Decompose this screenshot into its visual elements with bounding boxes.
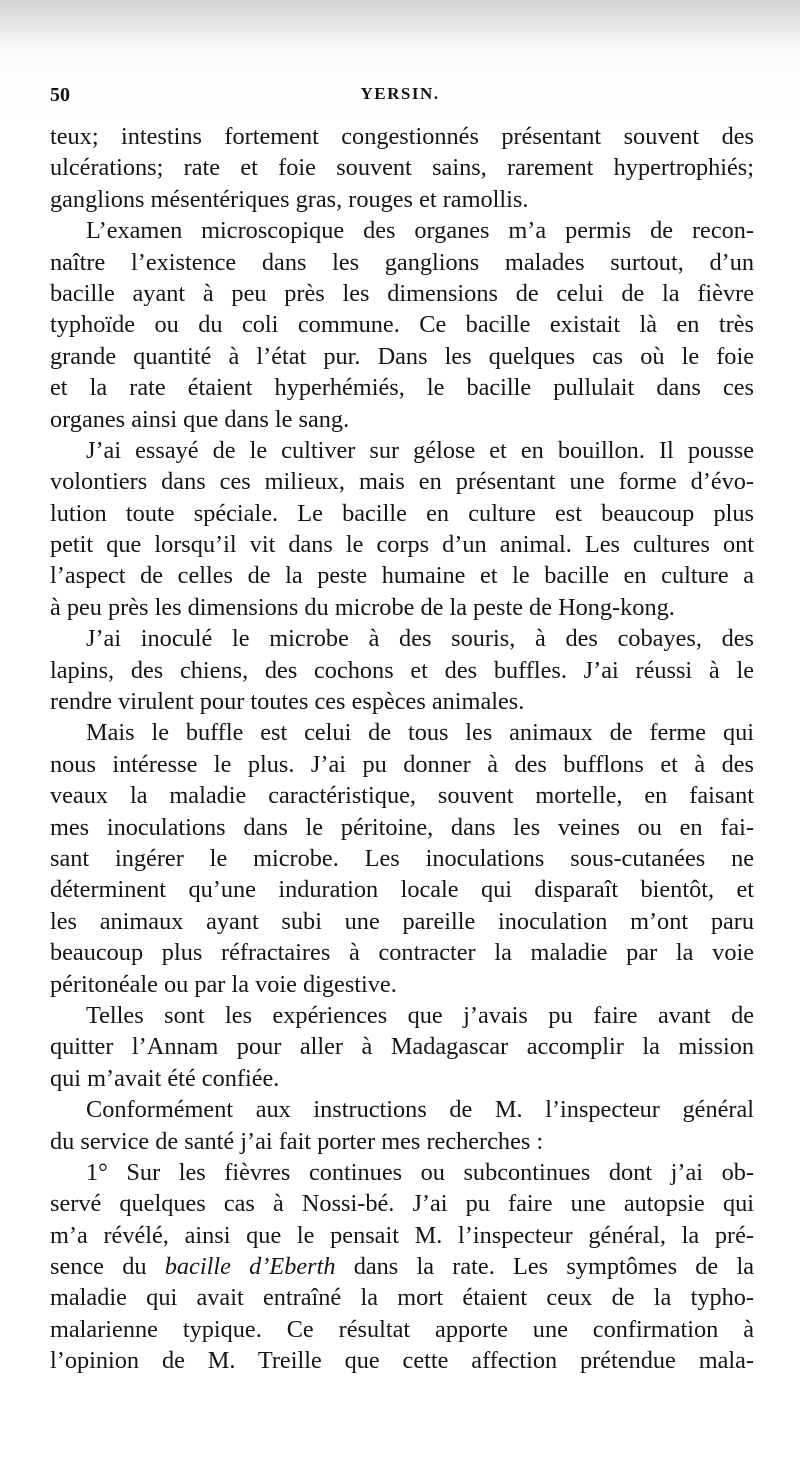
text-line: grande quantité à l’état pur. Dans les quelques cas où le foie — [50, 342, 754, 370]
text-line: quitter l’Annam pour aller à Madagascar accomplir la mission — [50, 1033, 754, 1061]
text-line: les animaux ayant subi une pareille inoculation m’ont paru — [50, 907, 754, 935]
text-line: du service de santé j’ai fait porter mes recherches : — [50, 1127, 544, 1155]
text-line: l’opinion de M. Treille que cette affection prétendue mala- — [50, 1347, 754, 1375]
text-line: ulcérations; rate et foie souvent sains, rarement hypertrophiés; — [50, 154, 754, 182]
text-line: m’a révélé, ainsi que le pensait M. l’inspecteur général, la pré- — [50, 1221, 754, 1249]
italic-term: bacille d’Eberth — [164, 1253, 336, 1281]
text-line: Telles sont les expériences que j’avais pu faire avant de — [86, 1001, 754, 1029]
text-line: l’aspect de celles de la peste humaine et le bacille en culture a — [50, 562, 754, 590]
text-line: servé quelques cas à Nossi-bé. J’ai pu faire une autopsie qui — [50, 1190, 754, 1218]
page-number: 50 — [50, 84, 70, 106]
text-line: nous intéresse le plus. J’ai pu donner à des bufflons et à des — [50, 750, 754, 778]
body-text — [50, 121, 754, 1377]
page-header — [50, 84, 750, 114]
text-line: 1° Sur les fièvres continues ou subcontinues dont j’ai ob- — [86, 1158, 754, 1186]
text-line: petit que lorsqu’il vit dans le corps d’un animal. Les cultures ont — [50, 531, 754, 559]
text-line: bacille ayant à peu près les dimensions de celui de la fièvre — [50, 279, 754, 307]
text-line: Mais le buffle est celui de tous les animaux de ferme qui — [86, 719, 754, 747]
text-line: L’examen microscopique des organes m’a permis de recon- — [86, 217, 754, 245]
running-head: YERSIN. — [360, 84, 440, 103]
text-line: J’ai essayé de le cultiver sur gélose et en bouillon. Il pousse — [86, 436, 754, 464]
text-line: malarienne typique. Ce résultat apporte une confirmation à — [50, 1315, 754, 1343]
text-line — [50, 1251, 754, 1282]
text-line: volontiers dans ces milieux, mais en présentant une forme d’évo- — [50, 468, 754, 496]
text-line: maladie qui avait entraîné la mort étaient ceux de la typho- — [50, 1284, 754, 1312]
text-line: Conformément aux instructions de M. l’inspecteur général — [86, 1096, 754, 1124]
text-line: péritonéale ou par la voie digestive. — [50, 970, 397, 998]
text-line: beaucoup plus réfractaires à contracter la maladie par la voie — [50, 939, 754, 967]
text-line: qui m’avait été confiée. — [50, 1064, 280, 1092]
text-line: à peu près les dimensions du microbe de la peste de Hong-kong. — [50, 593, 675, 621]
text-line: typhoïde ou du coli commune. Ce bacille existait là en très — [50, 311, 754, 339]
text-segment: dans la rate. Les symptômes de la — [335, 1253, 754, 1281]
text-line: déterminent qu’une induration locale qui disparaît bientôt, et — [50, 876, 754, 904]
text-line: lapins, des chiens, des cochons et des buffles. J’ai réussi à le — [50, 656, 754, 684]
text-line: lution toute spéciale. Le bacille en culture est beaucoup plus — [50, 499, 754, 527]
text-line: naître l’existence dans les ganglions malades surtout, d’un — [50, 248, 754, 276]
text-line: veaux la maladie caractéristique, souvent mortelle, en faisant — [50, 782, 754, 810]
text-line: mes inoculations dans le péritoine, dans les veines ou en fai- — [50, 813, 754, 841]
text-line: sant ingérer le microbe. Les inoculations sous-cutanées ne — [50, 844, 754, 872]
text-line: rendre virulent pour toutes ces espèces animales. — [50, 688, 525, 716]
text-line: et la rate étaient hyperhémiés, le bacille pullulait dans ces — [50, 374, 754, 402]
text-line: ganglions mésentériques gras, rouges et ramollis. — [50, 185, 529, 213]
text-line: teux; intestins fortement congestionnés présentant souvent des — [50, 123, 754, 150]
text-segment: sence du — [50, 1253, 165, 1281]
text-line: organes ainsi que dans le sang. — [50, 405, 350, 433]
text-line: J’ai inoculé le microbe à des souris, à des cobayes, des — [86, 625, 754, 653]
scan-edge-shadow — [0, 0, 800, 48]
